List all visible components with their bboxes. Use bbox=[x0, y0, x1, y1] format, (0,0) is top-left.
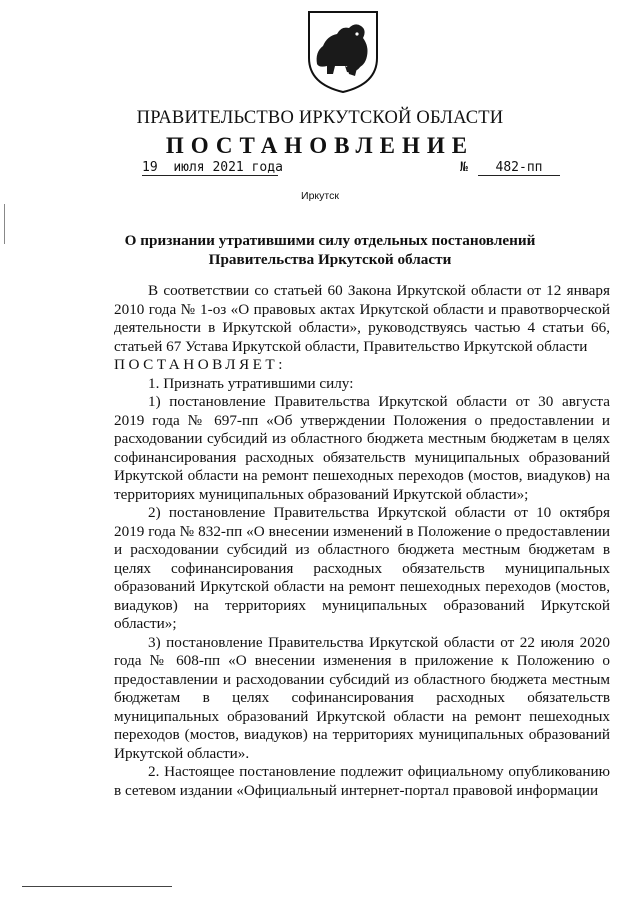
date-field bbox=[142, 160, 283, 176]
number-sign: № bbox=[460, 160, 468, 175]
document-title bbox=[110, 231, 550, 269]
coat-of-arms-emblem bbox=[305, 8, 381, 94]
item-1-subitem-1: 1) постановление Правительства Иркутской области от 30 августа 2019 года № 697-пп «Об утверждении Положения о предоставлении и расходовании субсидий из областного бюджета местным бюджетам в целях софинансирования расходных обязательств муниципальных образований Иркутской области на ремонт пешеходных переходов (мостов, виадуков) на территориях муниципальных образований Иркутской области»; bbox=[114, 393, 610, 503]
date-year: 2021 года bbox=[212, 160, 283, 175]
document-type-heading: ПОСТАНОВЛЕНИЕ bbox=[165, 133, 475, 158]
resolves-heading: ПОСТАНОВЛЯЕТ: bbox=[114, 356, 286, 373]
item-1-subitem-2: 2) постановление Правительства Иркутской области от 10 октября 2019 года № 832-пп «О внесении изменений в Положение о предоставлении и расходовании субсидий из областного бюджета местным бюджетам в целях софинансирования расходных обязательств муниципальных образований Иркутской области на ремонт пешеходных переходов (мостов, виадуков) на территориях муниципальных образований Иркутской области»; bbox=[114, 504, 610, 632]
document-number: 482-пп bbox=[478, 160, 560, 176]
city-name: Иркутск bbox=[301, 190, 339, 202]
date-month: июля bbox=[173, 160, 205, 175]
preamble-paragraph: В соответствии со статьей 60 Закона Иркутской области от 12 января 2010 года № 1-оз «О правовых актах Иркутской области и правотворческой деятельности в Иркутской области», руководствуясь частью 4 статьи 66, статьей 67 Устава Иркутской области, Правительство Иркутской области bbox=[114, 282, 610, 355]
item-1-subitem-3: 3) постановление Правительства Иркутской области от 22 июля 2020 года № 608-пп «О внесении изменения в приложение к Положению о предоставлении и расходовании субсидий из областного бюджета местным бюджетам в целях софинансирования расходных обязательств муниципальных образований Иркутской области на ремонт пешеходных переходов (мостов, виадуков) на территориях муниципальных образований Иркутской области». bbox=[114, 633, 610, 762]
item-1: 1. Признать утратившими силу: bbox=[148, 374, 354, 392]
title-line-2: Правительства Иркутской области bbox=[208, 251, 452, 268]
date-day: 19 bbox=[142, 160, 158, 175]
government-name: ПРАВИТЕЛЬСТВО ИРКУТСКОЙ ОБЛАСТИ bbox=[136, 108, 504, 128]
item-2: 2. Настоящее постановление подлежит официальному опубликованию в сетевом издании «Официальный интернет-портал правовой информации bbox=[114, 763, 610, 799]
footnote-divider bbox=[22, 886, 172, 887]
scan-edge-mark bbox=[4, 204, 5, 244]
document-body bbox=[114, 282, 610, 800]
title-line-1: О признании утратившими силу отдельных постановлений bbox=[124, 232, 536, 249]
date-number-line bbox=[142, 160, 582, 180]
